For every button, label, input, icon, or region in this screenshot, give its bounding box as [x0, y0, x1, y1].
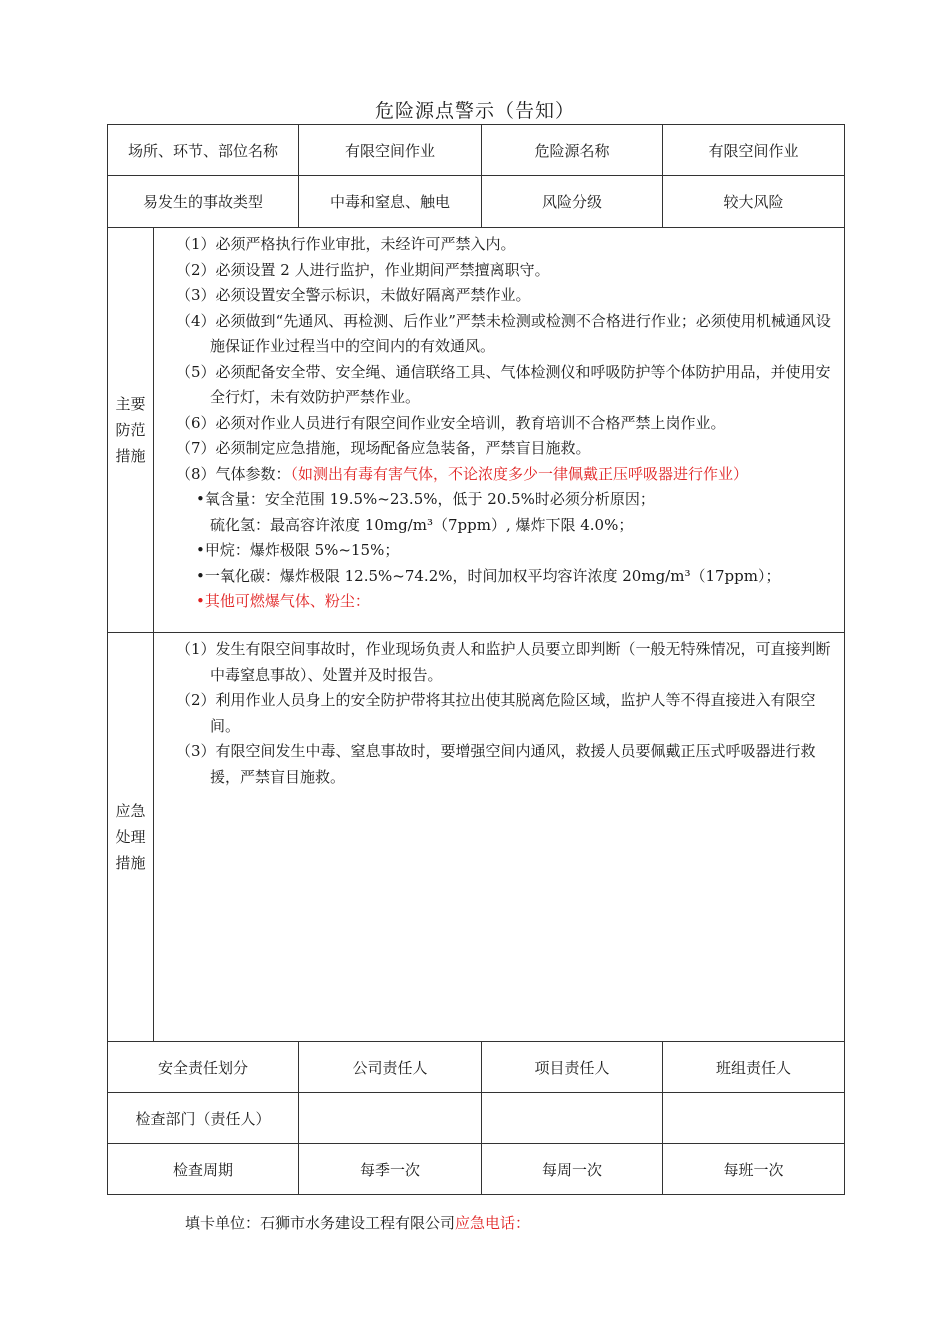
hazard-notice-table	[107, 124, 845, 1195]
team-responsible: 班组责任人	[663, 1042, 845, 1093]
inspection-cycle-row	[108, 1144, 845, 1195]
prevention-item: （6）必须对作业人员进行有限空间作业安全培训，教育培训不合格严禁上岗作业。	[176, 413, 726, 432]
responsibility-row	[108, 1042, 845, 1093]
gas-other: •其他可燃爆气体、粉尘：	[196, 592, 370, 610]
risk-level-label: 风险分级	[482, 176, 663, 228]
page-title: 危险源点警示（告知）	[374, 100, 575, 122]
prevention-item: （2）必须设置 2 人进行监护，作业期间严禁擅离职守。	[176, 260, 550, 279]
gas-co: •一氧化碳：爆炸极限 12.5%~74.2%，时间加权平均容许浓度 20mg/m³（17ppm）；	[196, 566, 781, 585]
accident-type-row	[108, 176, 845, 228]
accident-type-label: 易发生的事故类型	[108, 176, 299, 228]
gas-warning: （如测出有毒有害气体，不论浓度多少一律佩戴正压呼吸器进行作业）	[290, 464, 749, 483]
emergency-item: （3）有限空间发生中毒、窒息事故时，要增强空间内通风，救援人员要佩戴正压式呼吸器进行救援，严禁盲目施救。	[176, 742, 816, 786]
prevention-content	[154, 228, 845, 633]
inspection-cycle-project: 每周一次	[482, 1144, 663, 1195]
hazard-name-label: 危险源名称	[482, 125, 663, 176]
responsibility-label: 安全责任划分	[108, 1042, 299, 1093]
inspection-cycle-company: 每季一次	[299, 1144, 482, 1195]
inspection-dept-label: 检查部门（责任人）	[108, 1093, 299, 1144]
prevention-item: （1）必须严格执行作业审批，未经许可严禁入内。	[176, 235, 516, 253]
prevention-section	[108, 228, 845, 633]
location-label: 场所、环节、部位名称	[108, 125, 299, 176]
prevention-item: （7）必须制定应急措施，现场配备应急装备，严禁盲目施救。	[176, 439, 591, 457]
prevention-item: （3）必须设置安全警示标识，未做好隔离严禁作业。	[176, 286, 531, 304]
footer	[185, 1212, 530, 1233]
gas-parameters	[176, 462, 832, 488]
hazard-name-value: 有限空间作业	[663, 125, 845, 176]
emergency-item: （2）利用作业人员身上的安全防护带将其拉出使其脱离危险区域，监护人等不得直接进入有限空间。	[176, 691, 816, 735]
emergency-phone-label: 应急电话：	[455, 1214, 531, 1232]
project-responsible: 项目责任人	[482, 1042, 663, 1093]
emergency-content	[154, 633, 845, 1042]
inspection-cycle-team: 每班一次	[663, 1144, 845, 1195]
inspection-dept-project	[482, 1093, 663, 1144]
location-value: 有限空间作业	[299, 125, 482, 176]
emergency-section	[108, 633, 845, 1042]
gas-parameters-prefix: （8）气体参数：	[176, 464, 291, 483]
prevention-item: （4）必须做到“先通风、再检测、后作业”严禁未检测或检测不合格进行作业；必须使用机械通风设施保证作业过程当中的空间内的有效通风。	[176, 311, 831, 355]
prevention-label: 主要 防范 措施	[108, 228, 154, 633]
location-row	[108, 125, 845, 176]
gas-h2s: 硫化氢：最高容许浓度 10mg/m³（7ppm）, 爆炸下限 4.0%；	[210, 515, 634, 534]
accident-type-value: 中毒和窒息、触电	[299, 176, 482, 228]
gas-methane: •甲烷：爆炸极限 5%~15%；	[196, 541, 400, 559]
risk-level-value: 较大风险	[663, 176, 845, 228]
company-responsible: 公司责任人	[299, 1042, 482, 1093]
emergency-label: 应急 处理 措施	[108, 633, 154, 1042]
inspection-dept-row	[108, 1093, 845, 1144]
prevention-item: （5）必须配备安全带、安全绳、通信联络工具、气体检测仪和呼吸防护等个体防护用品，并使用安全行灯，未有效防护严禁作业。	[176, 362, 831, 406]
inspection-dept-team	[663, 1093, 845, 1144]
emergency-item: （1）发生有限空间事故时，作业现场负责人和监护人员要立即判断（一般无特殊情况，可直接判断中毒窒息事故）、处置并及时报告。	[176, 640, 831, 684]
issuing-unit: 填卡单位：石狮市水务建设工程有限公司	[185, 1214, 456, 1232]
inspection-dept-company	[299, 1093, 482, 1144]
gas-oxygen: •氧含量：安全范围 19.5%~23.5%，低于 20.5%时必须分析原因；	[196, 490, 655, 508]
inspection-cycle-label: 检查周期	[108, 1144, 299, 1195]
